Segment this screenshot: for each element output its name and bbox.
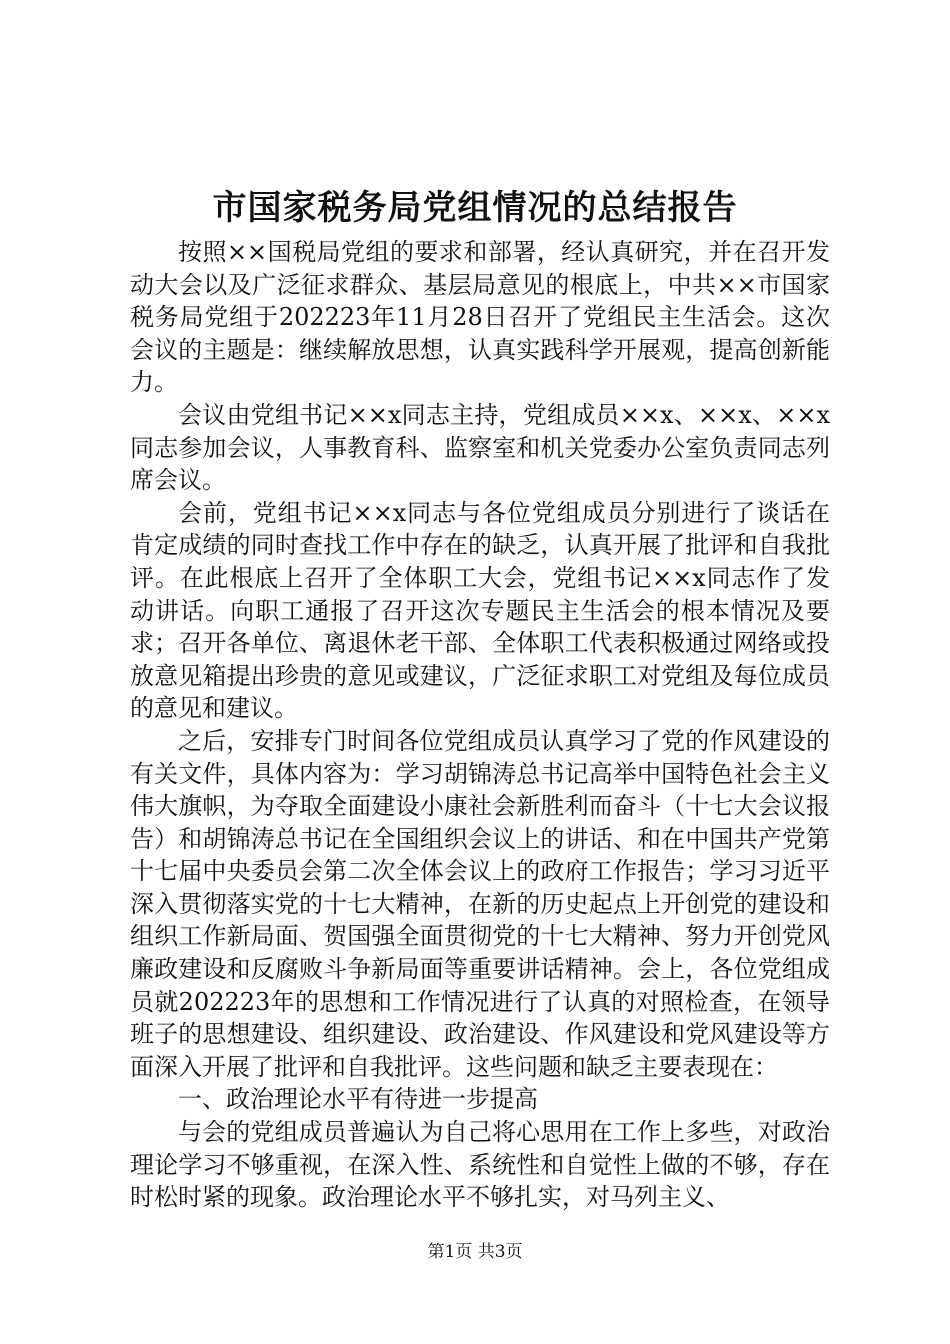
document-title: 市国家税务局党组情况的总结报告 (212, 188, 738, 228)
paragraph-study: 之后，安排专门时间各位党组成员认真学习了党的作风建设的有关文件，具体内容为：学习胡锦涛总书记高举中国特色社会主义伟大旗帜，为夺取全面建设小康社会新胜利而奋斗（十七大会议报告）和胡锦涛总书记在全国组织会议上的讲话、和在中国共产党第十七届中央委员会第二次全体会议上的政府工作报告；学习习近平深入贯彻落实党的十七大精神，在新的历史起点上开创党的建设和组织工作新局面、贺国强全面贯彻党的十七大精神、努力开创党风廉政建设和反腐败斗争新局面等重要讲话精神。会上，各位党组成员就202223年的思想和工作情况进行了认真的对照检查，在领导班子的思想建设、组织建设、政治建设、作风建设和党风建设等方面深入开展了批评和自我批评。这些问题和缺乏主要表现在： (130, 726, 830, 1081)
paragraph-intro: 按照××国税局党组的要求和部署，经认真研究，并在召开发动大会以及广泛征求群众、基层局意见的根底上，中共××市国家税务局党组于202223年11月28日召开了党组民主生活会。这次会议的主题是：继续解放思想，认真实践科学开展观，提高创新能力。 (130, 238, 830, 397)
section-heading-political-theory: 一、政治理论水平有待进一步提高 (178, 1085, 538, 1114)
paragraph-attendees: 会议由党组书记××x同志主持，党组成员××x、××x、××x同志参加会议，人事教育科、监察室和机关党委办公室负责同志列席会议。 (130, 400, 830, 495)
paragraph-political-theory: 与会的党组成员普遍认为自己将心思用在工作上多些，对政治理论学习不够重视，在深入性、系统性和自觉性上做的不够，存在时松时紧的现象。政治理论水平不够扎实，对马列主义、 (130, 1118, 830, 1212)
paragraph-preparation: 会前，党组书记××x同志与各位党组成员分别进行了谈话在肯定成绩的同时查找工作中存在的缺乏，认真开展了批评和自我批评。在此根底上召开了全体职工大会，党组书记××x同志作了发动讲话。向职工通报了召开这次专题民主生活会的根本情况及要求；召开各单位、离退休老干部、全体职工代表积极通过网络或投放意见箱提出珍贵的意见或建议，广泛征求职工对党组及每位成员的意见和建议。 (130, 498, 830, 723)
page-number: 第1页 共3页 (427, 1242, 523, 1262)
document-body (130, 236, 830, 1214)
